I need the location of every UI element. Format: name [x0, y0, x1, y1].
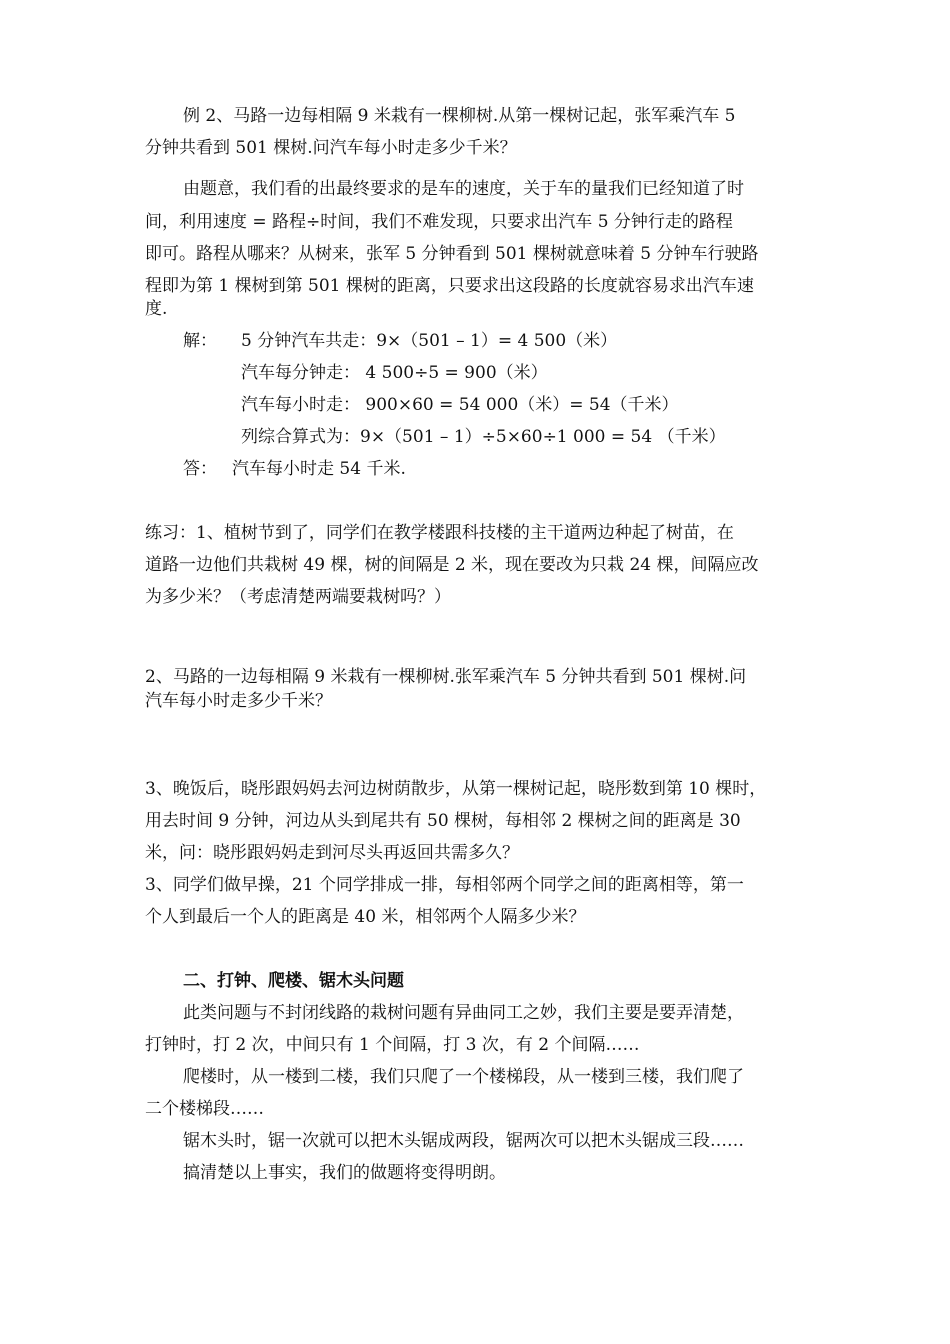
solution-step-4: 列综合算式为：9×（501 – 1）÷5×60÷1 000 = 54 （千米） — [241, 427, 726, 447]
practice-3-line-3: 米，问：晓彤跟妈妈走到河尽头再返回共需多久？ — [145, 843, 519, 863]
section-line-1: 此类问题与不封闭线路的栽树问题有异曲同工之妙，我们主要是要弄清楚， — [183, 1003, 744, 1023]
practice-2-line-2: 汽车每小时走多少千米？ — [145, 691, 332, 711]
practice-4-line-1: 3、同学们做早操，21 个同学排成一排，每相邻两个同学之间的距离相等，第一 — [145, 875, 744, 895]
analysis-line-5: 度. — [145, 299, 168, 319]
section-line-5: 锯木头时，锯一次就可以把木头锯成两段，锯两次可以把木头锯成三段…… — [183, 1131, 744, 1151]
section-line-4: 二个楼梯段…… — [145, 1099, 264, 1119]
analysis-line-2: 间，利用速度 = 路程÷时间，我们不难发现，只要求出汽车 5 分钟行走的路程 — [145, 212, 733, 232]
analysis-line-3: 即可。路程从哪来？从树来，张军 5 分钟看到 501 棵树就意味着 5 分钟车行驶路 — [145, 244, 759, 264]
practice-1-line-2: 道路一边他们共栽树 49 棵，树的间隔是 2 米，现在要改为只栽 24 棵，间隔应改 — [145, 555, 759, 575]
practice-2-line-1: 2、马路的一边每相隔 9 米栽有一棵柳树.张军乘汽车 5 分钟共看到 501 棵树.问 — [145, 667, 747, 687]
solution-step-1: 5 分钟汽车共走：9×（501 – 1）= 4 500（米） — [241, 331, 618, 351]
example-title-line-1: 例 2、马路一边每相隔 9 米栽有一棵柳树.从第一棵树记起，张军乘汽车 5 — [183, 106, 736, 126]
answer-label: 答： — [183, 459, 217, 479]
practice-4-line-2: 个人到最后一个人的距离是 40 米，相邻两个人隔多少米？ — [145, 907, 586, 927]
section-line-3: 爬楼时，从一楼到二楼，我们只爬了一个楼梯段，从一楼到三楼，我们爬了 — [183, 1067, 744, 1087]
solution-step-2: 汽车每分钟走： 4 500÷5 = 900（米） — [241, 363, 548, 383]
practice-1-line-3: 为多少米？（考虑清楚两端要栽树吗？） — [145, 587, 451, 607]
analysis-line-4: 程即为第 1 棵树到第 501 棵树的距离，只要求出这段路的长度就容易求出汽车速 — [145, 276, 754, 296]
section-line-2: 打钟时，打 2 次，中间只有 1 个间隔，打 3 次，有 2 个间隔…… — [145, 1035, 640, 1055]
section-heading: 二、打钟、爬楼、锯木头问题 — [183, 971, 404, 991]
analysis-line-1: 由题意，我们看的出最终要求的是车的速度，关于车的量我们已经知道了时 — [183, 179, 744, 199]
example-title-line-2: 分钟共看到 501 棵树.问汽车每小时走多少千米？ — [145, 138, 517, 158]
practice-3-line-1: 3、晚饭后，晓彤跟妈妈去河边树荫散步，从第一棵树记起，晓彤数到第 10 棵时， — [145, 779, 767, 799]
practice-1-line-1: 练习：1、植树节到了，同学们在教学楼跟科技楼的主干道两边种起了树苗，在 — [145, 523, 734, 543]
solution-step-3: 汽车每小时走： 900×60 = 54 000（米）= 54（千米） — [241, 395, 679, 415]
section-line-6: 搞清楚以上事实，我们的做题将变得明朗。 — [183, 1163, 506, 1183]
answer-text: 汽车每小时走 54 千米. — [232, 459, 406, 479]
solution-label: 解： — [183, 331, 217, 351]
practice-3-line-2: 用去时间 9 分钟，河边从头到尾共有 50 棵树，每相邻 2 棵树之间的距离是 30 — [145, 811, 741, 831]
